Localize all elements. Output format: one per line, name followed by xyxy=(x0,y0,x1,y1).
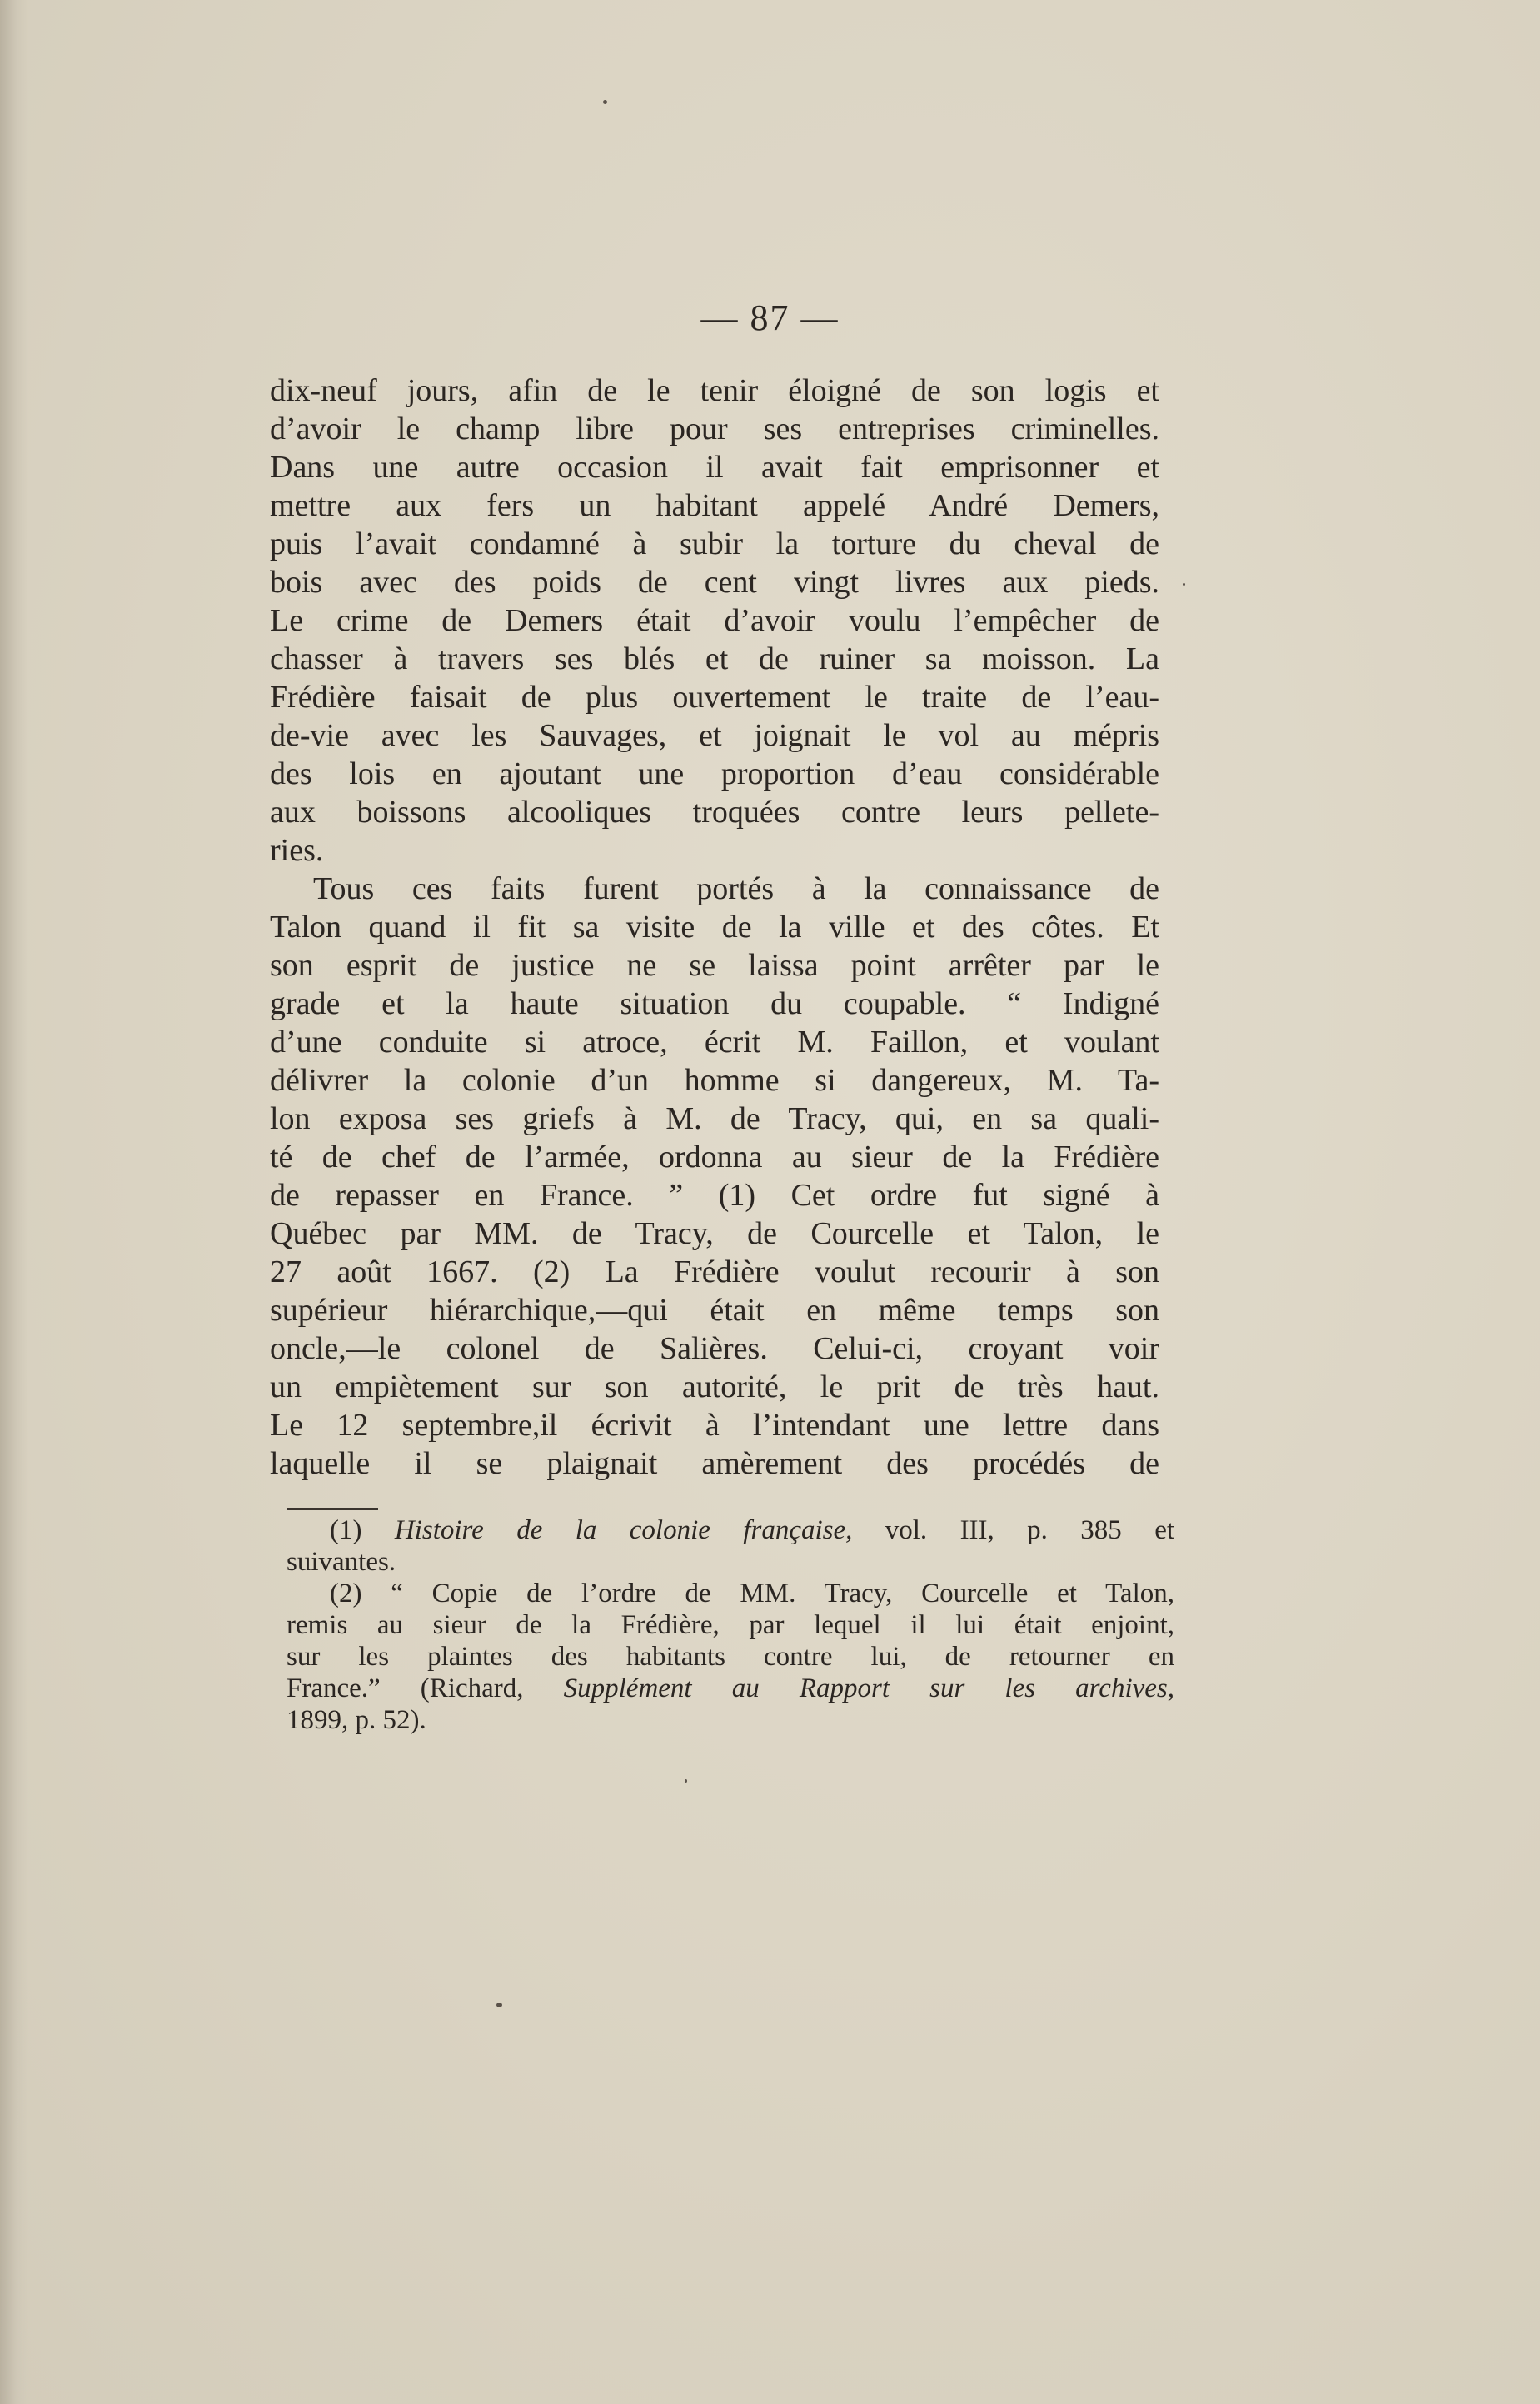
body-line: des lois en ajoutant une proportion d’eau considérable xyxy=(270,756,1159,791)
body-line: ries. xyxy=(270,833,324,868)
footnote-1-title: Histoire de la colonie française, xyxy=(394,1515,853,1545)
page-number: — 87 — xyxy=(700,297,840,338)
body-line: de repasser en France. ” (1) Cet ordre fut signé à xyxy=(270,1178,1159,1213)
body-line: laquelle il se plaignait amèrement des procédés de xyxy=(270,1446,1159,1481)
body-line: Le 12 septembre,il écrivit à l’intendant une lettre dans xyxy=(270,1408,1159,1443)
body-line: aux boissons alcooliques troquées contre leurs pellete- xyxy=(270,795,1159,830)
footnote-1-rest: vol. III, p. 385 et xyxy=(885,1515,1174,1545)
body-line: 27 août 1667. (2) La Frédière voulut recourir à son xyxy=(270,1254,1159,1289)
body-line: de-vie avec les Sauvages, et joignait le vol au mépris xyxy=(270,718,1159,753)
body-line: lon exposa ses griefs à M. de Tracy, qui, en sa quali- xyxy=(270,1101,1159,1136)
paper-speck xyxy=(1183,583,1185,586)
footnotes xyxy=(287,1514,1174,1736)
body-text xyxy=(270,372,1159,1483)
footnote-2-line: 1899, p. 52). xyxy=(287,1705,426,1735)
body-line: son esprit de justice ne se laissa point arrêter par le xyxy=(270,948,1159,983)
footnote-2-title: Supplément au Rapport sur les archives, xyxy=(563,1673,1174,1703)
body-line: Talon quand il fit sa visite de la ville et des côtes. Et xyxy=(270,910,1159,945)
body-line: bois avec des poids de cent vingt livres aux pieds. xyxy=(270,565,1159,600)
footnote-2-line: (2) “ Copie de l’ordre de MM. Tracy, Courcelle et Talon, xyxy=(330,1579,1174,1608)
body-line: puis l’avait condamné à subir la torture du cheval de xyxy=(270,526,1159,561)
paper-speck xyxy=(496,2003,502,2007)
footnote-1-continued: suivantes. xyxy=(287,1547,396,1577)
body-line: Le crime de Demers était d’avoir voulu l’empêcher de xyxy=(270,603,1159,638)
body-line: Frédière faisait de plus ouvertement le traite de l’eau- xyxy=(270,680,1159,715)
footnote-1 xyxy=(287,1514,1174,1546)
body-line: supérieur hiérarchique,—qui était en même temps son xyxy=(270,1293,1159,1328)
paper-speck xyxy=(603,100,607,104)
body-line: grade et la haute situation du coupable. “ Indigné xyxy=(270,986,1159,1021)
body-line: d’avoir le champ libre pour ses entreprises criminelles. xyxy=(270,411,1159,446)
body-line: chasser à travers ses blés et de ruiner sa moisson. La xyxy=(270,641,1159,676)
footnote-2-line: remis au sieur de la Frédière, par lequel il lui était enjoint, xyxy=(287,1610,1174,1640)
body-line: oncle,—le colonel de Salières. Celui-ci, croyant voir xyxy=(270,1331,1159,1366)
body-line: Dans une autre occasion il avait fait emprisonner et xyxy=(270,450,1159,485)
page-gutter-shadow xyxy=(0,0,28,2404)
body-line: Tous ces faits furent portés à la connaissance de xyxy=(313,871,1159,906)
body-line: té de chef de l’armée, ordonna au sieur de la Frédière xyxy=(270,1140,1159,1175)
footnote-2-line xyxy=(287,1673,1174,1704)
body-line: d’une conduite si atroce, écrit M. Faillon, et voulant xyxy=(270,1025,1159,1060)
paper-speck xyxy=(685,1779,687,1783)
footnote-2-line: sur les plaintes des habitants contre lui, de retourner en xyxy=(287,1642,1174,1672)
body-line: mettre aux fers un habitant appelé André Demers, xyxy=(270,488,1159,523)
body-line: délivrer la colonie d’un homme si dangereux, M. Ta- xyxy=(270,1063,1159,1098)
body-line: Québec par MM. de Tracy, de Courcelle et Talon, le xyxy=(270,1216,1159,1251)
body-line: un empiètement sur son autorité, le prit de très haut. xyxy=(270,1369,1159,1404)
footnote-1-number: (1) xyxy=(330,1515,362,1545)
body-line: dix-neuf jours, afin de le tenir éloigné de son logis et xyxy=(270,373,1159,408)
footnote-2-text: France.” (Richard, xyxy=(287,1673,524,1703)
footnote-rule xyxy=(287,1508,378,1510)
